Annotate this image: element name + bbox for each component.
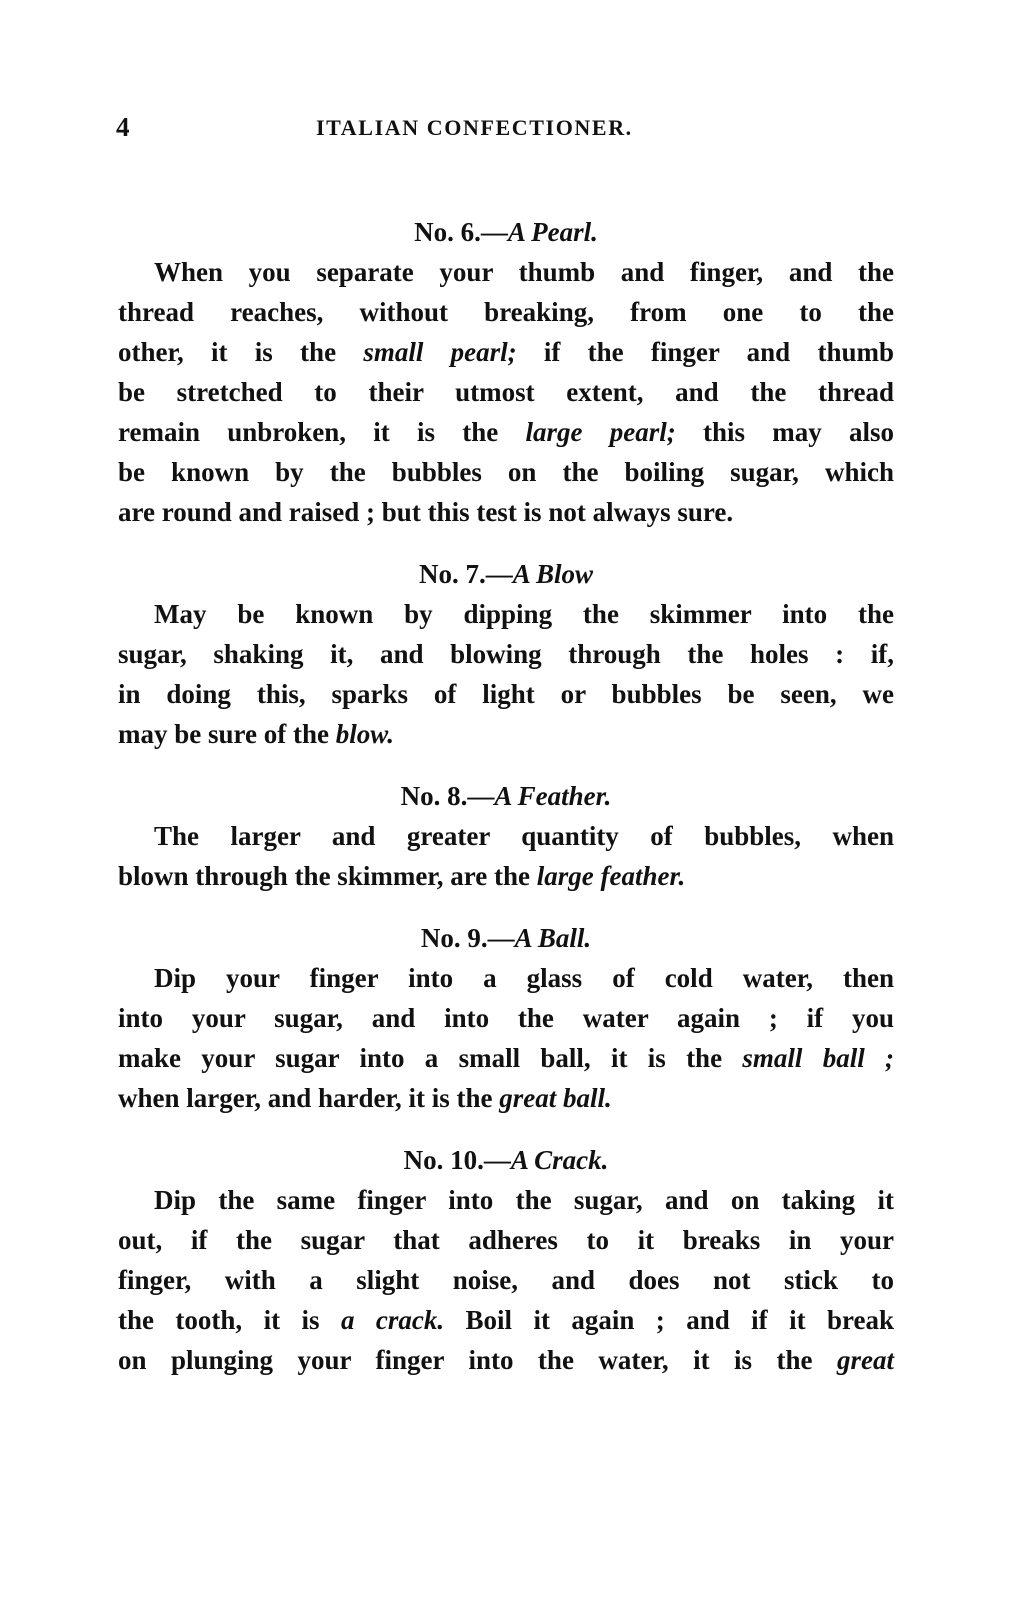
text-line: Dip the same finger into the sugar, and on taking it <box>154 1185 894 1215</box>
text-line: When you separate your thumb and finger, and the <box>154 257 894 287</box>
section-heading <box>118 212 894 252</box>
section-title: A Feather. <box>494 781 612 811</box>
text-line: are round and raised ; but this test is not always sure. <box>118 497 734 527</box>
text-line: thread reaches, without breaking, from one to the <box>118 297 894 327</box>
recipe-section <box>118 776 894 896</box>
text-line: may be sure of the blow. <box>118 719 394 749</box>
section-heading <box>118 554 894 594</box>
section-heading <box>118 918 894 958</box>
italic-term: small pearl; <box>363 337 517 367</box>
section-paragraph <box>118 252 894 532</box>
text-line: sugar, shaking it, and blowing through the holes : if, <box>118 639 894 669</box>
recipe-section <box>118 1140 894 1380</box>
text-line: be stretched to their utmost extent, and the thread <box>118 377 894 407</box>
recipe-section <box>118 212 894 532</box>
text-line: remain unbroken, it is the large pearl; this may also <box>118 417 894 447</box>
text-line: when larger, and harder, it is the great ball. <box>118 1083 612 1113</box>
italic-term: great <box>837 1345 894 1375</box>
page-header <box>116 112 896 152</box>
text-line: into your sugar, and into the water again ; if you <box>118 1003 894 1033</box>
text-line: Dip your finger into a glass of cold water, then <box>154 963 894 993</box>
section-title: A Pearl. <box>507 217 598 247</box>
section-number: No. 9.— <box>420 923 515 953</box>
section-heading <box>118 776 894 816</box>
italic-term: large pearl; <box>525 417 676 447</box>
italic-term: great ball. <box>499 1083 612 1113</box>
recipe-section <box>118 554 894 754</box>
section-title: A Blow <box>512 559 594 589</box>
italic-term: small ball ; <box>742 1043 894 1073</box>
section-heading <box>118 1140 894 1180</box>
section-paragraph <box>118 1180 894 1380</box>
text-line: in doing this, sparks of light or bubbles be seen, we <box>118 679 894 709</box>
section-number: No. 8.— <box>400 781 495 811</box>
page-number: 4 <box>116 112 130 142</box>
text-line: on plunging your finger into the water, it is the great <box>118 1345 894 1375</box>
section-title: A Ball. <box>514 923 592 953</box>
text-line: make your sugar into a small ball, it is the small ball ; <box>118 1043 894 1073</box>
italic-term: blow. <box>335 719 394 749</box>
section-number: No. 7.— <box>418 559 513 589</box>
text-line: the tooth, it is a crack. Boil it again ; and if it break <box>118 1305 895 1335</box>
page-body <box>118 212 894 1380</box>
text-line: blown through the skimmer, are the large feather. <box>118 861 686 891</box>
text-line: other, it is the small pearl; if the finger and thumb <box>118 337 894 367</box>
text-line: be known by the bubbles on the boiling sugar, which <box>118 457 894 487</box>
section-paragraph <box>118 958 894 1118</box>
section-paragraph <box>118 594 894 754</box>
text-line: out, if the sugar that adheres to it breaks in your <box>118 1225 894 1255</box>
italic-term: large feather. <box>536 861 686 891</box>
text-line: The larger and greater quantity of bubbles, when <box>154 821 894 851</box>
section-title: A Crack. <box>510 1145 609 1175</box>
running-title: ITALIAN CONFECTIONER. <box>316 115 633 140</box>
section-number: No. 10.— <box>403 1145 511 1175</box>
section-paragraph <box>118 816 894 896</box>
recipe-section <box>118 918 894 1118</box>
section-number: No. 6.— <box>414 217 508 247</box>
italic-term: a crack. <box>340 1305 445 1335</box>
text-line: finger, with a slight noise, and does not stick to <box>118 1265 894 1295</box>
text-line: May be known by dipping the skimmer into the <box>154 599 894 629</box>
